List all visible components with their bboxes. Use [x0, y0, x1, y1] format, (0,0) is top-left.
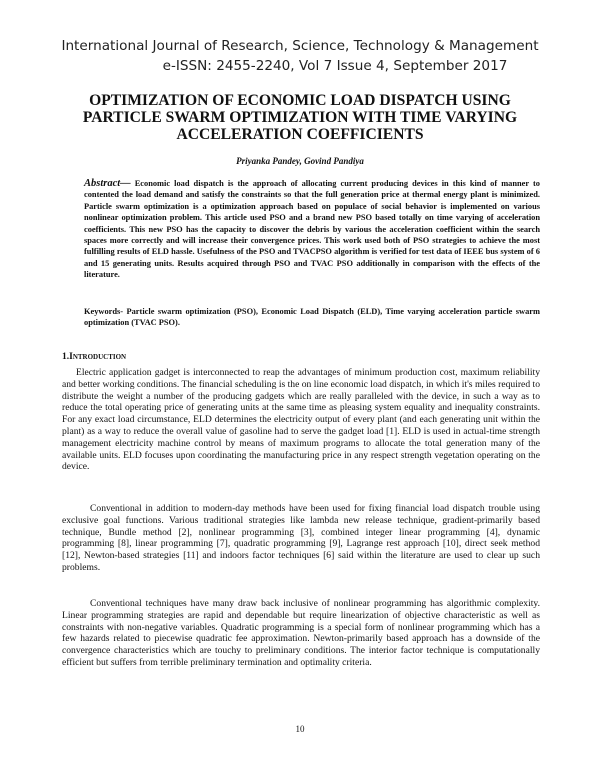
journal-name: International Journal of Research, Science, Technology & Management	[61, 38, 539, 54]
journal-header	[40, 36, 560, 76]
paper-authors: Priyanka Pandey, Govind Pandiya	[236, 156, 364, 166]
section-number: 1.	[62, 352, 70, 362]
abstract	[84, 178, 540, 281]
journal-issue-info: e-ISSN: 2455-2240, Vol 7 Issue 4, September 2017	[162, 58, 508, 74]
paper-title: OPTIMIZATION OF ECONOMIC LOAD DISPATCH USING PARTICLE SWARM OPTIMIZATION WITH TIME VARYING ACCELERATION COEFFICIENTS	[82, 92, 518, 143]
page-number: 10	[295, 724, 305, 734]
section-heading-introduction	[62, 352, 126, 362]
body-paragraph: Conventional techniques have many draw back inclusive of nonlinear programming has algorithmic complexity. Linear programming strategies are rapid and dependable but require linearization of objective characteristic as well as constraints with non-negative variables. Quadratic programming is a special form of nonlinear programming which has a few hazards related to piecewise quadratic fee approximation. Newton-primarily based approach has a downside of the convergence characteristics which are touchy to preliminary conditions. The interior factor technique is computationally efficient but suffers from terrible preliminary termination and optimality criteria.	[62, 598, 540, 668]
keywords: Keywords- Particle swarm optimization (PSO), Economic Load Dispatch (ELD), Time varying acceleration particle swarm optimization (TVAC PSO).	[84, 307, 540, 328]
abstract-text: Economic load dispatch is the approach of allocating current producing devices in this kind of manner to contented the load demand and satisfy the constraints so that the full generation price at thermal energy plant is minimized. Particle swarm optimization is a optimization approach based on populace of social behavior is implemented on various nonlinear optimization problem. This article used PSO and a brand new PSO based totally on time varying of acceleration coefficients. This new PSO has the capacity to discover the debris by various the acceleration coefficient within the search spaces more correctly and will increase their convergence prices. This work used both of PSO strategies to achieve the most fulfilling results of ELD hassle. Usefulness of the PSO and TVACPSO algorithm is verified for test data of IEEE bus system of 6 and 15 generating units. Results acquired through PSO and TVAC PSO additionally in comparison with the effects of the literature.	[84, 179, 540, 280]
abstract-label: Abstract—	[84, 178, 131, 189]
section-title: Introduction	[69, 352, 127, 362]
body-paragraph: Conventional in addition to modern-day methods have been used for fixing financial load dispatch trouble using exclusive goal functions. Various traditional strategies like lambda new release technique, gradient-primarily based technique, Bundle method [2], nonlinear programming [3], combined integer linear programming [4], dynamic programming [8], linear programming [7], quadratic programming [9], Lagrange rest approach [10], direct seek method [12], Newton-based strategies [11] and indoors factor techniques [6] said within the literature are used to clear up such problems.	[62, 503, 540, 573]
body-paragraph: Electric application gadget is interconnected to reap the advantages of minimum production cost, maximum reliability and better working conditions. The financial scheduling is the on line economic load dispatch, in which it's miles required to distribute the weight a number of the producing gadgets which are really paralleled with the device, in such a way as to reduce the total operating price of generating units at the same time as pleasing system equality and inequality constraints. For any exact load circumstance, ELD determines the electricity output of every plant (and each generating unit within the plant) as a way to reduce the overall value of gasoline had to serve the gadget load [1]. ELD is used in actual-time strength management electricity machine control by means of maximum programs to allocate the total generation many of the available units. ELD focuses upon coordinating the manufacturing price in any respect strength vegetation operating on the device.	[62, 367, 540, 473]
